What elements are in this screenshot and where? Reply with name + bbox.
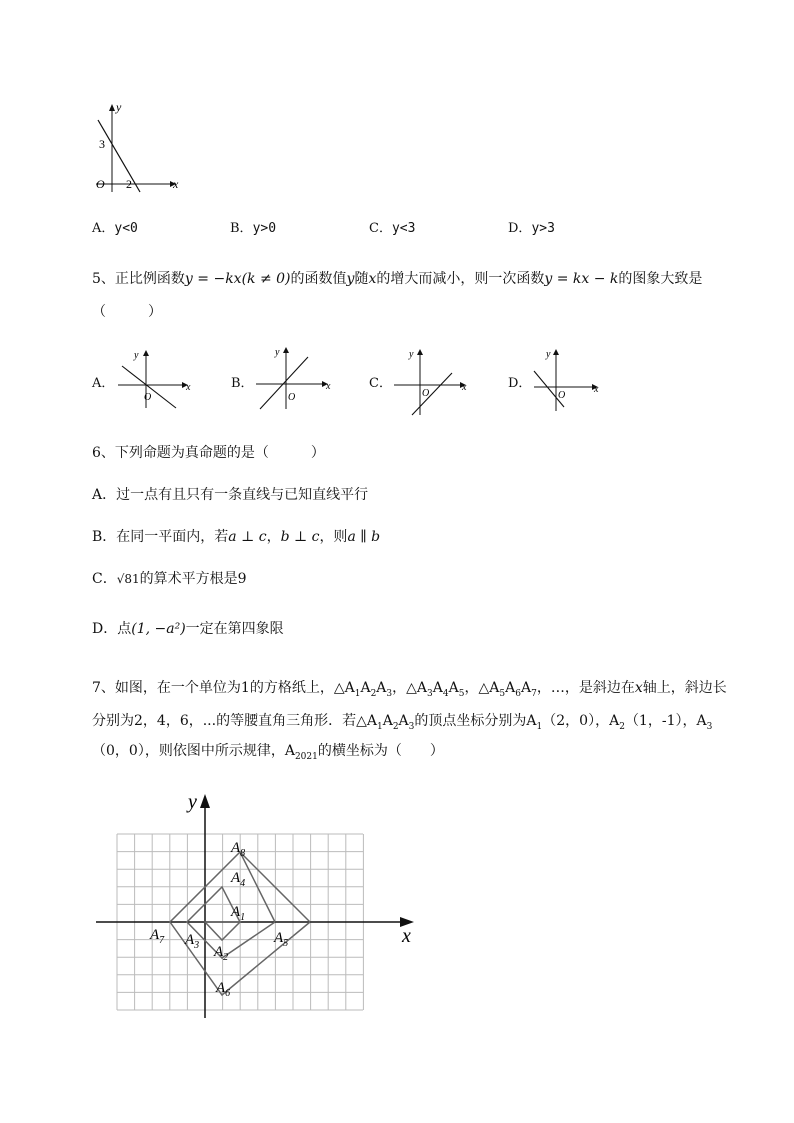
q4-y-label: y [116,100,122,114]
svg-text:O: O [558,390,566,401]
q7-label-a2: $A_2$ [214,944,229,963]
svg-text:x: x [594,384,599,395]
q5-option-d-graph[interactable] [528,345,604,415]
svg-text:y: y [134,350,139,361]
q7-triangle-grid-figure [92,786,422,1020]
q7-x-label: x [402,925,411,947]
svg-text:O: O [288,392,296,403]
q6-option-a[interactable]: A．过一点有且只有一条直线与已知直线平行 [92,487,369,503]
q7-label-a3: $A_3$ [185,932,200,951]
svg-text:y: y [409,349,414,360]
q4-y-intercept-label: 3 [99,137,105,151]
q5-b-line [260,357,308,409]
q6-option-c[interactable]: C．√81的算术平方根是9 [92,571,247,587]
q5-stem: 5、正比例函数y = −kx(k ≠ 0)的函数值y随x的增大而减小，则一次函数y = kx − k的图象大致是 [92,271,703,287]
q5-d-line [534,371,564,407]
q6-stem: 6、下列命题为真命题的是（ ） [92,445,325,461]
q4-x-intercept-label: 2 [126,177,132,191]
q7-label-a1: $A_1$ [231,904,246,923]
q7-stem-line1: 7、如图，在一个单位为1的方格纸上，$\triangle A_1A_2A_3$，$\triangle A_3A_4A_5$，$\triangle A_5A_6A_7$，…，是斜边在x轴上，斜边长 [92,680,727,699]
svg-text:O: O [422,388,430,399]
svg-text:x: x [186,382,191,393]
q4-option-d[interactable]: D．y>3 [508,221,555,236]
svg-text:O: O [144,392,152,403]
q5-option-c-graph[interactable] [388,345,470,417]
q5-option-a-letter[interactable]: A． [92,376,115,391]
q4-option-c[interactable]: C．y<3 [369,221,416,236]
svg-text:y: y [546,349,551,360]
svg-text:y: y [275,347,280,358]
q7-label-a7: $A_7$ [150,927,165,946]
q7-label-a5: $A_5$ [274,930,289,949]
q6-option-d[interactable]: D．点(1, −a²)一定在第四象限 [92,621,284,637]
q7-y-label: y [188,791,197,813]
q7-label-a8: $A_8$ [231,840,246,859]
q5-option-b-letter[interactable]: B． [231,376,254,391]
q5-option-c-letter[interactable]: C． [369,376,392,391]
q4-y-arrow [109,104,115,111]
q4-option-a[interactable]: A．y<0 [92,221,138,236]
svg-text:x: x [462,382,467,393]
q7-stem-line3: （0，0），则依图中所示规律，$A_{2021}$的横坐标为（ ） [92,743,444,762]
q5-answer-paren: （ ） [92,304,162,320]
q4-option-b[interactable]: B．y>0 [230,221,277,236]
q5-option-b-graph[interactable] [250,343,332,413]
q5-c-line [412,373,452,415]
q4-line-graph [86,98,190,194]
q6-option-b[interactable]: B．在同一平面内，若a ⊥ c，b ⊥ c，则a ∥ b [92,529,381,545]
q5-option-d-letter[interactable]: D． [508,376,532,391]
q5-option-a-graph[interactable] [112,346,192,412]
q7-label-a6: $A_6$ [216,980,231,999]
q4-x-label: x [173,177,179,191]
q7-stem-line2: 分别为2，4，6，...的等腰直角三角形．若$\triangle A_1A_2A_3$的顶点坐标分别为$A_1(2$，0），$A_2(1$，-1），$A_3$ [92,713,713,732]
q7-y-arrow [200,794,210,808]
svg-text:x: x [326,381,331,392]
q4-origin-label: O [96,177,105,191]
q7-label-a4: $A_4$ [231,870,246,889]
